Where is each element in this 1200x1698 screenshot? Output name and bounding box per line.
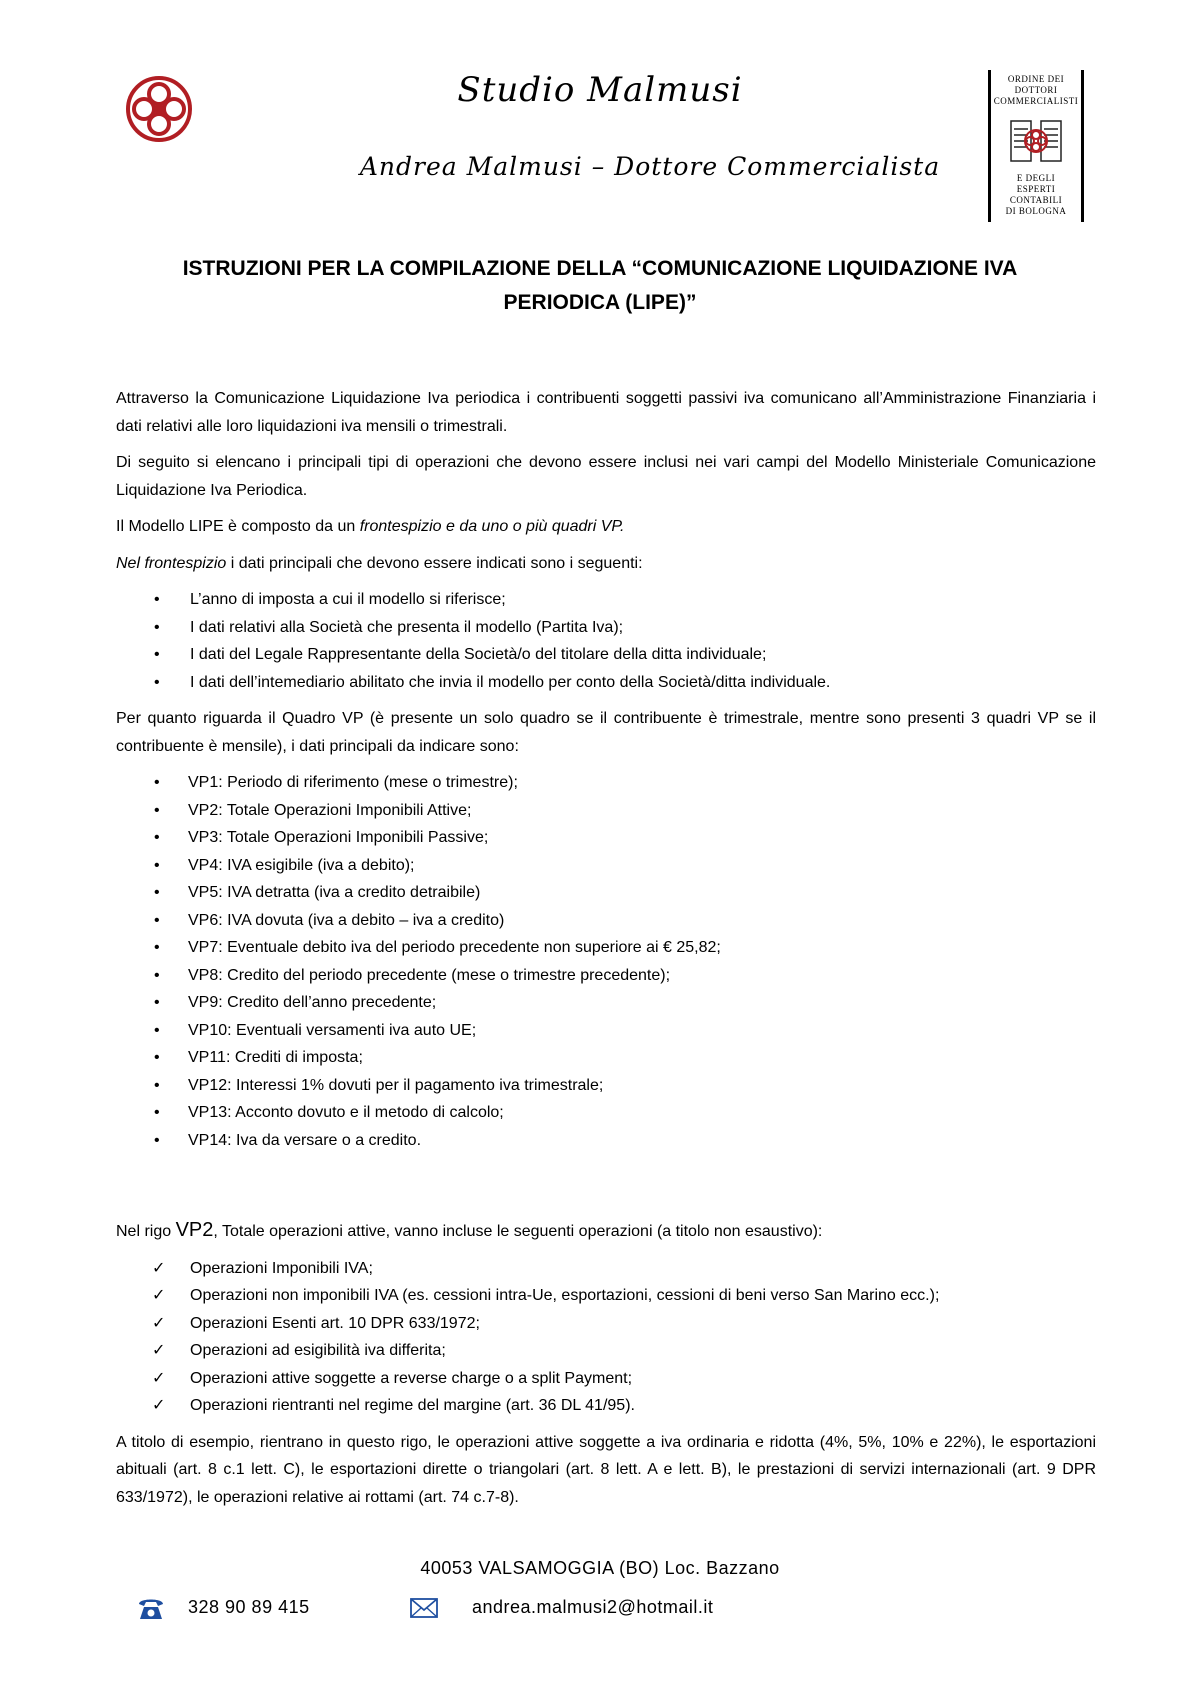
frontespizio-list — [116, 586, 1096, 696]
list-item: • I dati dell’intemediario abilitato che invia il modello per conto della Società/ditta individuale. — [116, 669, 1096, 697]
footer-address: 40053 VALSAMOGGIA (BO) Loc. Bazzano — [420, 1558, 780, 1578]
list-item: • L’anno di imposta a cui il modello si riferisce; — [116, 586, 1096, 614]
frontespizio-intro: Nel frontespizio i dati principali che devono essere indicati sono i seguenti: — [116, 554, 643, 572]
list-item: • VP10: Eventuali versamenti iva auto UE; — [116, 1017, 1096, 1045]
email-address[interactable]: andrea.malmusi2@hotmail.it — [472, 1597, 714, 1617]
seal-bottom-text: E DEGLI ESPERTI CONTABILI DI BOLOGNA — [1005, 173, 1067, 216]
studio-subtitle: Andrea Malmusi – Dottore Commercialista — [359, 152, 941, 181]
telephone-icon — [137, 1595, 165, 1621]
document-title — [110, 252, 1090, 320]
examples-paragraph: A titolo di esempio, rientrano in questo rigo, le operazioni attive soggette a iva ordinaria e ridotta (4%, 5%, 10% e 22%), le esportazioni abituali (art. 8 c.1 lett. C), le esportazioni dirette o triangolari (art. 8 lett. A e lett. B), le prestazioni di servizi internazionali (art. 9 DPR 633/1972), le operazioni relative ai rottami (art. 74 c.7-8). — [116, 1433, 1096, 1506]
list-item: • VP6: IVA dovuta (iva a debito – iva a credito) — [116, 907, 1096, 935]
list-item: • VP14: Iva da versare o a credito. — [116, 1127, 1096, 1155]
list-item: • VP2: Totale Operazioni Imponibili Attive; — [116, 797, 1096, 825]
title-line-1: ISTRUZIONI PER LA COMPILAZIONE DELLA “COMUNICAZIONE LIQUIDAZIONE IVA — [182, 257, 1018, 280]
list-item: • VP1: Periodo di riferimento (mese o trimestre); — [116, 769, 1096, 797]
list-item: • VP3: Totale Operazioni Imponibili Passive; — [116, 824, 1096, 852]
document-body — [116, 385, 1096, 1520]
section-gap — [116, 1163, 1096, 1217]
vp2-intro: Nel rigo VP2, Totale operazioni attive, vanno incluse le seguenti operazioni (a titolo non esaustivo): — [116, 1219, 823, 1241]
list-item: ✓ Operazioni Imponibili IVA; — [116, 1255, 1096, 1283]
list-item: • VP8: Credito del periodo precedente (mese o trimestre precedente); — [116, 962, 1096, 990]
seal-emblem-icon — [1008, 113, 1064, 169]
list-intro-paragraph: Di seguito si elencano i principali tipi di operazioni che devono essere inclusi nei vari campi del Modello Ministeriale Comunicazione Liquidazione Iva Periodica. — [116, 454, 1096, 499]
quadro-vp-paragraph: Per quanto riguarda il Quadro VP (è presente un solo quadro se il contribuente è trimestrale, mentre sono presenti 3 quadri VP se il contribuente è mensile), i dati principali da indicare sono: — [116, 710, 1096, 755]
envelope-icon — [410, 1597, 438, 1619]
list-item: ✓ Operazioni Esenti art. 10 DPR 633/1972; — [116, 1310, 1096, 1338]
intro-paragraph: Attraverso la Comunicazione Liquidazione Iva periodica i contribuenti soggetti passivi iva comunicano all’Amministrazione Finanziaria i dati relativi alle loro liquidazioni iva mensili o trimestrali. — [116, 390, 1096, 435]
order-seal — [988, 70, 1084, 222]
list-item: • VP5: IVA detratta (iva a credito detraibile) — [116, 879, 1096, 907]
list-item: • VP11: Crediti di imposta; — [116, 1044, 1096, 1072]
list-item: • VP7: Eventuale debito iva del periodo precedente non superiore ai € 25,82; — [116, 934, 1096, 962]
seal-top-text: ORDINE DEI DOTTORI COMMERCIALISTI — [993, 74, 1079, 106]
list-item: • I dati del Legale Rappresentante della Società/o del titolare della ditta individuale; — [116, 641, 1096, 669]
title-line-2: PERIODICA (LIPE)” — [503, 291, 697, 314]
studio-name: Studio Malmusi — [457, 70, 743, 110]
list-item: • VP13: Acconto dovuto e il metodo di calcolo; — [116, 1099, 1096, 1127]
phone-number: 328 90 89 415 — [188, 1597, 310, 1617]
list-item: ✓ Operazioni rientranti nel regime del margine (art. 36 DL 41/95). — [116, 1392, 1096, 1420]
list-item: • VP9: Credito dell’anno precedente; — [116, 989, 1096, 1017]
list-item: • VP12: Interessi 1% dovuti per il pagamento iva trimestrale; — [116, 1072, 1096, 1100]
vp-fields-list — [116, 769, 1096, 1154]
list-item: ✓ Operazioni non imponibili IVA (es. cessioni intra-Ue, esportazioni, cessioni di beni verso San Marino ecc.); — [116, 1282, 1096, 1310]
list-item: • VP4: IVA esigibile (iva a debito); — [116, 852, 1096, 880]
model-composition-paragraph: Il Modello LIPE è composto da un frontespizio e da uno o più quadri VP. — [116, 518, 625, 535]
list-item: • I dati relativi alla Società che presenta il modello (Partita Iva); — [116, 614, 1096, 642]
list-item: ✓ Operazioni attive soggette a reverse charge o a split Payment; — [116, 1365, 1096, 1393]
vp2-operations-list — [116, 1255, 1096, 1420]
list-item: ✓ Operazioni ad esigibilità iva differita; — [116, 1337, 1096, 1365]
footer-contacts — [0, 1595, 1200, 1625]
